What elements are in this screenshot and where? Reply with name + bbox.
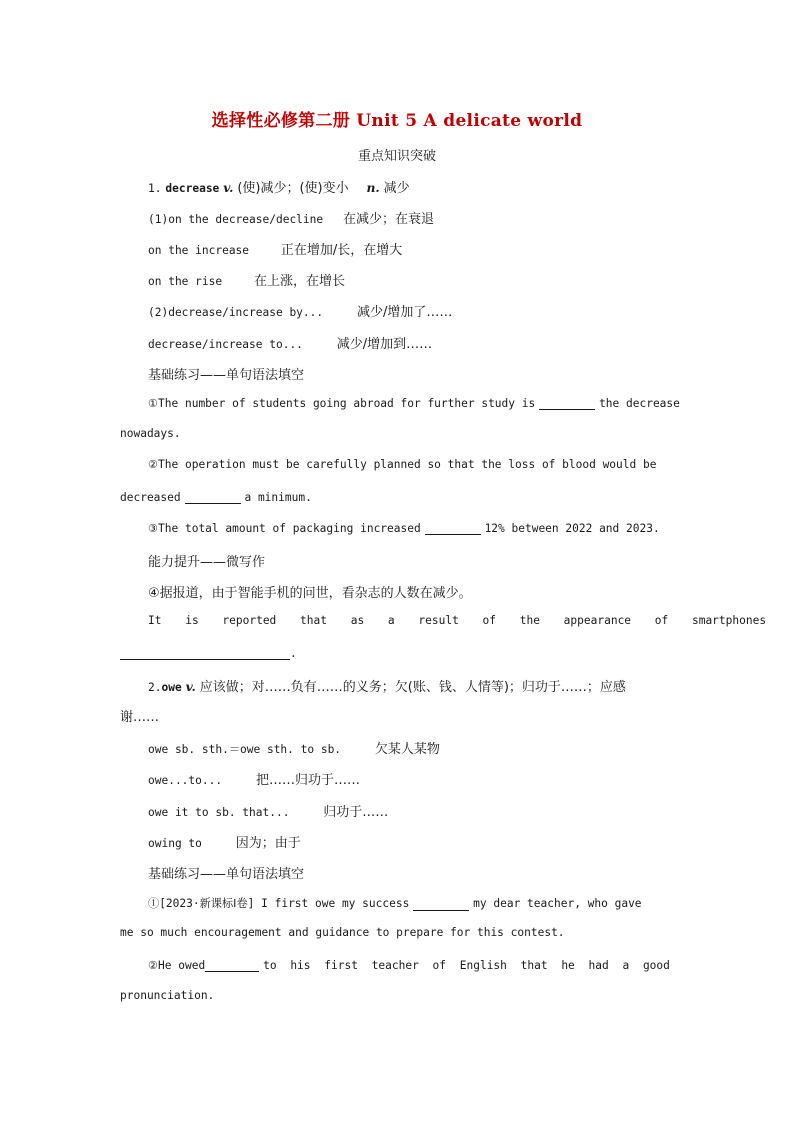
writing-prompt: ④据报道，由于智能手机的问世，看杂志的人数在减少。 xyxy=(148,586,472,601)
phrase-cn: 正在增加/长，在增大 xyxy=(280,243,403,258)
exercise-text: to his first teacher of English that he had a good xyxy=(263,959,670,972)
sentence-end: . xyxy=(290,647,297,660)
answer-blank[interactable] xyxy=(413,898,469,911)
phrase-line xyxy=(148,333,432,352)
exercise-item xyxy=(148,521,660,535)
phrase-en: (2)decrease/increase by... xyxy=(148,306,324,319)
headword: owe xyxy=(161,681,182,694)
writing-answer-line xyxy=(120,646,297,660)
page-title: 选择性必修第二册 Unit 5 A delicate world xyxy=(211,111,583,131)
exercise-heading: 能力提升——微写作 xyxy=(148,555,266,570)
exercise-heading: 基础练习——单句语法填空 xyxy=(148,867,305,882)
phrase-line xyxy=(148,301,452,320)
exercise-continuation xyxy=(120,490,312,504)
phrase-cn: 欠某人某物 xyxy=(374,742,440,757)
phrase-line xyxy=(148,239,402,258)
phrase-cn: 减少/增加了…… xyxy=(356,305,453,320)
exercise-text: ①The number of students going abroad for further study is xyxy=(148,397,536,410)
exercise-heading: 基础练习——单句语法填空 xyxy=(148,368,305,383)
phrase-line xyxy=(148,832,301,851)
phrase-en: (1)on the decrease/decline xyxy=(148,213,324,226)
exercise-item xyxy=(148,396,680,410)
writing-sentence: It is reported that as a result of the appearance of smartphones xyxy=(148,614,767,627)
exercise-text: a minimum. xyxy=(244,491,312,504)
answer-blank[interactable] xyxy=(425,522,481,535)
part-of-speech: v. xyxy=(185,679,196,694)
section-subtitle: 重点知识突破 xyxy=(357,149,436,164)
exercise-continuation: pronunciation. xyxy=(120,989,215,1002)
phrase-line xyxy=(148,769,360,788)
exercise-text: ①[2023·新课标Ⅰ卷] I first owe my success xyxy=(148,897,410,910)
meaning: 减少 xyxy=(383,181,410,196)
phrase-en: owing to xyxy=(148,837,202,850)
phrase-cn: 减少/增加到…… xyxy=(336,337,433,352)
phrase-line xyxy=(148,270,345,289)
exercise-text: ②He owed xyxy=(148,959,206,972)
meaning: (使)减少；(使)变小 xyxy=(237,181,349,196)
phrase-line xyxy=(148,801,388,820)
part-of-speech: n. xyxy=(366,180,380,195)
phrase-en: owe...to... xyxy=(148,774,223,787)
exercise-text: 12% between 2022 and 2023. xyxy=(484,522,660,535)
exercise-item xyxy=(148,895,642,911)
exercise-continuation: me so much encouragement and guidance to prepare for this contest. xyxy=(120,926,565,939)
phrase-en: on the rise xyxy=(148,275,223,288)
headword: decrease xyxy=(165,182,220,195)
exercise-text: ③The total amount of packaging increased xyxy=(148,522,421,535)
phrase-cn: 在上涨，在增长 xyxy=(253,274,345,289)
phrase-cn: 在减少；在衰退 xyxy=(342,212,434,227)
entry-number: 2. xyxy=(148,681,162,694)
answer-blank[interactable] xyxy=(539,397,595,410)
exercise-continuation: nowadays. xyxy=(120,427,181,440)
meaning-continuation: 谢…… xyxy=(120,710,160,725)
phrase-en: on the increase xyxy=(148,244,250,257)
answer-blank[interactable] xyxy=(205,959,259,972)
entry-decrease-header xyxy=(148,177,410,196)
phrase-en: owe it to sb. that... xyxy=(148,806,290,819)
entry-number: 1. xyxy=(148,182,162,195)
phrase-line xyxy=(148,738,440,757)
phrase-cn: 把……归功于…… xyxy=(255,773,360,788)
exercise-text: my dear teacher, who gave xyxy=(473,897,642,910)
exercise-text: the decrease xyxy=(599,397,680,410)
entry-owe-header xyxy=(148,676,626,695)
phrase-en: decrease/increase to... xyxy=(148,338,303,351)
exercise-item xyxy=(148,958,674,972)
phrase-cn: 归功于…… xyxy=(323,805,389,820)
meaning: 应该做；对……负有……的义务；欠(账、钱、人情等)；归功于……；应感 xyxy=(199,680,626,695)
exercise-item: ②The operation must be carefully planned so that the loss of blood would be xyxy=(148,458,657,471)
phrase-en: owe sb. sth.＝owe sth. to sb. xyxy=(148,743,342,756)
answer-blank[interactable] xyxy=(185,491,241,504)
exercise-text: decreased xyxy=(120,491,181,504)
answer-blank[interactable] xyxy=(120,647,290,660)
part-of-speech: v. xyxy=(223,180,234,195)
phrase-cn: 因为；由于 xyxy=(235,836,301,851)
phrase-line xyxy=(148,208,434,227)
